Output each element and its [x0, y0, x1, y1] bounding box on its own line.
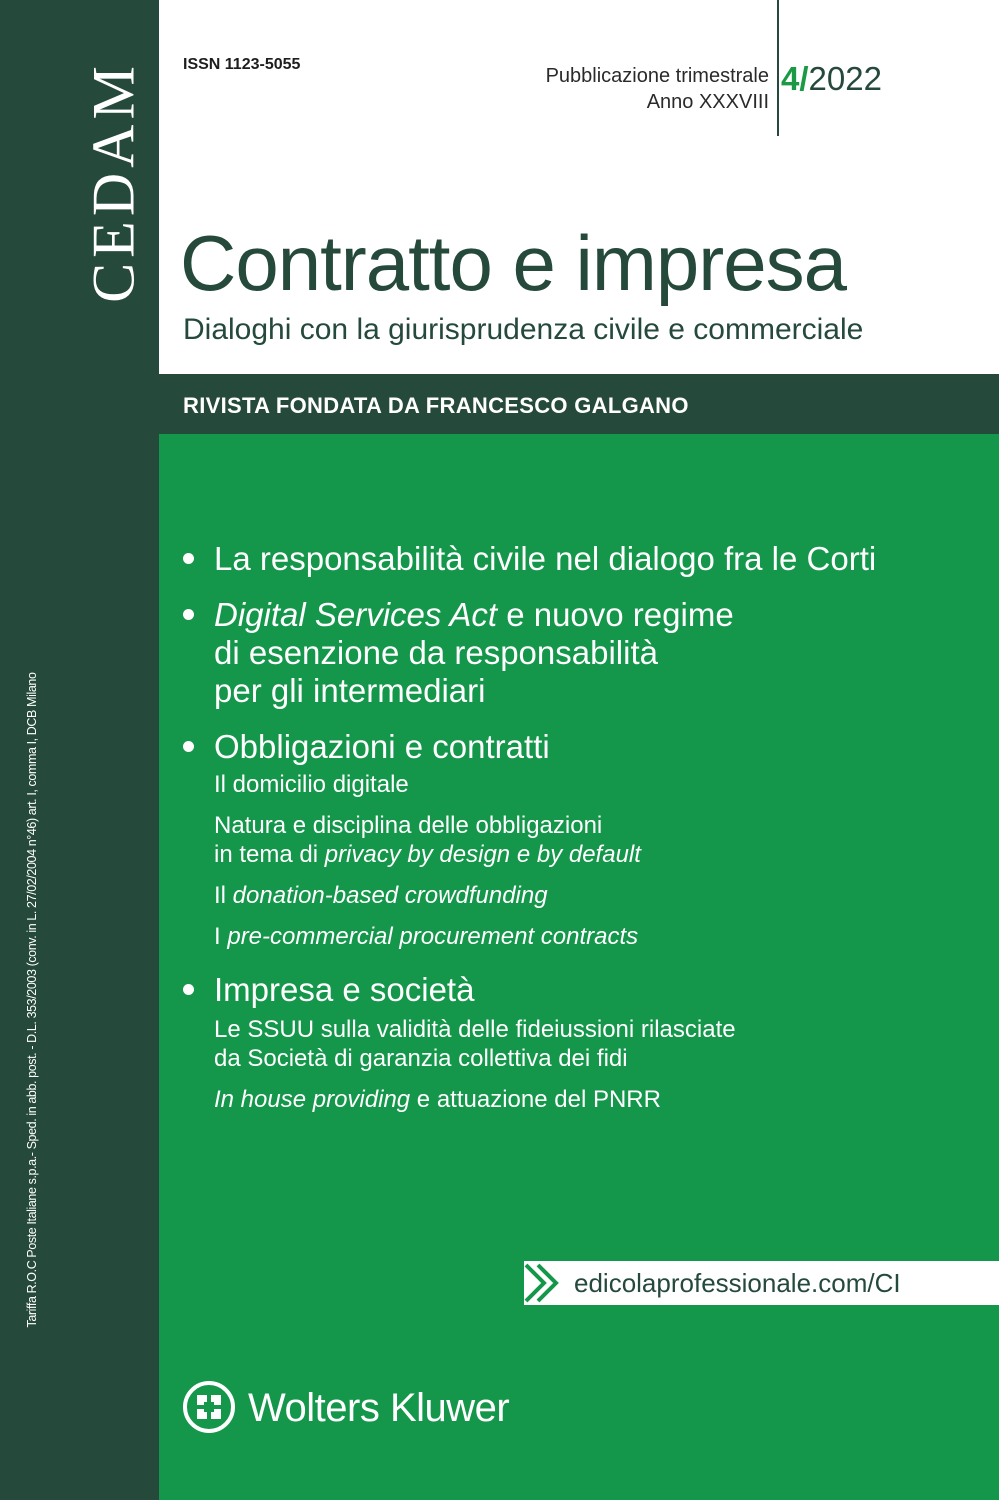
founder-text: RIVISTA FONDATA DA FRANCESCO GALGANO [183, 393, 689, 418]
bullet-icon [183, 609, 194, 620]
toc-italic: Digital Services Act [214, 596, 498, 633]
toc-heading-line: per gli intermediari [214, 672, 486, 709]
founder-banner [159, 374, 999, 434]
toc-section-1 [183, 540, 983, 578]
journal-title: Contratto e impresa [180, 219, 846, 307]
double-chevron-icon [524, 1261, 568, 1305]
table-of-contents [183, 540, 983, 1114]
toc-entry-line [214, 840, 983, 869]
year-volume: Anno XXXVIII [646, 91, 769, 113]
toc-text: in tema di [214, 841, 325, 868]
toc-italic: pre-commercial procurement contracts [227, 923, 639, 950]
toc-entry [214, 811, 983, 869]
bullet-icon [183, 553, 194, 564]
toc-section-2 [183, 596, 983, 710]
toc-heading-line: di esenzione da responsabilità [214, 634, 658, 671]
header-divider [777, 0, 779, 136]
toc-heading: Impresa e società [214, 971, 475, 1008]
toc-entry-line: Natura e disciplina delle obbligazioni [214, 812, 603, 839]
bullet-icon [183, 984, 194, 995]
toc-heading [214, 596, 983, 634]
toc-italic: donation-based crowdfunding [232, 882, 548, 909]
issue-label [781, 60, 882, 98]
toc-entry [214, 881, 983, 910]
toc-text: Il [214, 882, 233, 909]
frequency: Pubblicazione trimestrale [545, 65, 769, 87]
publisher-name: CEDAM [80, 61, 147, 303]
toc-entry: Il domicilio digitale [214, 771, 409, 798]
postal-note: Tariffa R.O.C Poste Italiane s.p.a.- Sped. in abb. post. - D.L. 353/2003 (conv. in L. 27/02/2004 n°46) art. I, comma I, DCB Milano [25, 672, 39, 1328]
toc-italic: by default [536, 841, 641, 868]
toc-italic: In house providing [214, 1086, 411, 1113]
toc-section-4 [183, 971, 983, 1114]
publication-info [546, 63, 769, 115]
toc-entry [214, 1015, 983, 1073]
issue-year: 2022 [808, 60, 882, 97]
toc-entry [214, 922, 983, 951]
toc-text: e nuovo regime [497, 596, 734, 633]
journal-subtitle: Dialoghi con la giurisprudenza civile e commerciale [183, 313, 864, 346]
bullet-icon [183, 741, 194, 752]
website-link[interactable] [524, 1261, 999, 1305]
toc-section-3 [183, 728, 983, 951]
toc-entry [214, 1085, 983, 1114]
toc-italic: e [510, 841, 537, 868]
toc-text: I [214, 923, 228, 950]
toc-entry-line: da Società di garanzia collettiva dei fidi [214, 1045, 628, 1072]
toc-entry-line: Le SSUU sulla validità delle fideiussioni rilasciate [214, 1016, 736, 1043]
website-url[interactable]: edicolaprofessionale.com/CI [574, 1268, 901, 1298]
toc-text: e attuazione del PNRR [410, 1086, 661, 1113]
toc-heading: Obbligazioni e contratti [214, 728, 550, 765]
wolters-kluwer-logo-icon [183, 1381, 235, 1433]
toc-heading: La responsabilità civile nel dialogo fra le Corti [214, 540, 877, 577]
brand-name: Wolters Kluwer [248, 1386, 510, 1430]
issn: ISSN 1123-5055 [183, 56, 301, 73]
issue-number: 4/ [781, 60, 809, 97]
toc-italic: privacy by design [324, 841, 511, 868]
